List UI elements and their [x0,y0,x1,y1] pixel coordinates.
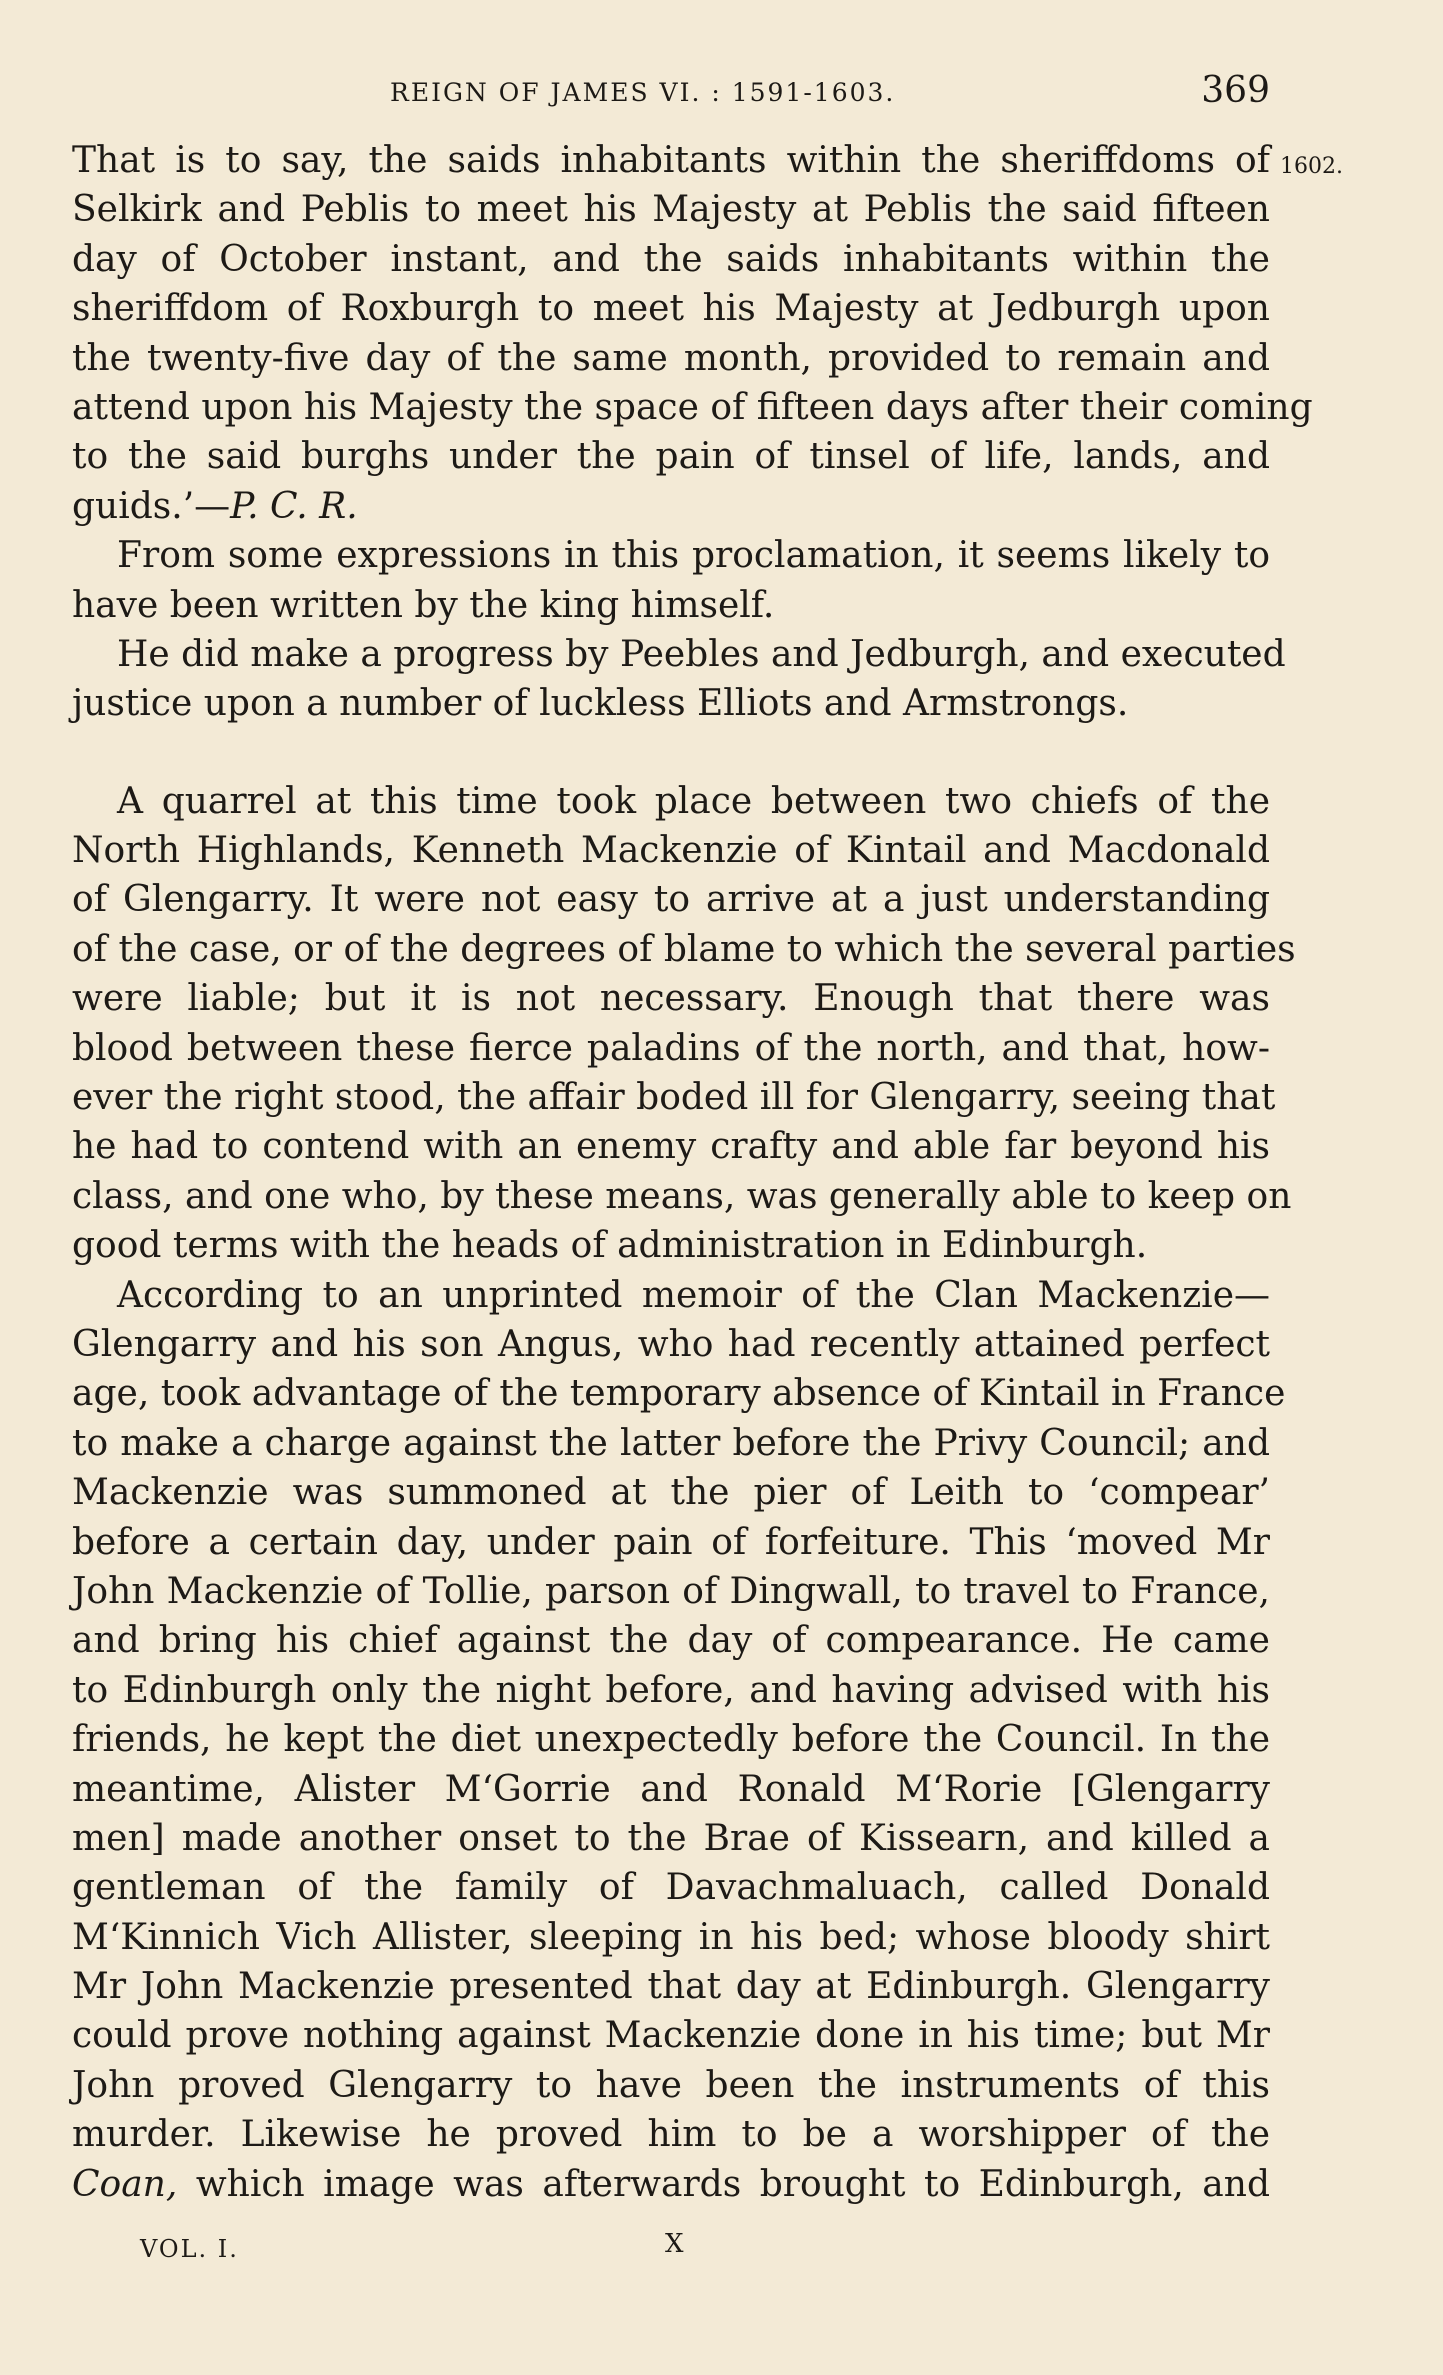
text-line: John Mackenzie of Tollie, parson of Dingwall, to travel to France, [72,1570,1270,1612]
section-break [72,729,1270,777]
text-line: before a certain day, under pain of forfeiture. This ‘moved Mr [72,1521,1270,1563]
text-line: According to an unprinted memoir of the Clan Mackenzie— [117,1274,1270,1316]
text-line: murder. Likewise he proved him to be a worshipper of the [72,2114,1270,2156]
running-head: REIGN OF JAMES VI. : 1591-1603. [390,78,896,107]
text-line: of the case, or of the degrees of blame to which the several parties [72,928,1296,970]
text-line [72,2160,1270,2209]
quote-end: guids.’— [72,485,231,527]
text-line: Glengarry and his son Angus, who had recently attained perfect [72,1323,1270,1365]
text-line: class, and one who, by these means, was generally able to keep on [72,1175,1292,1217]
text-line: ever the right stood, the affair boded ill for Glengarry, seeing that [72,1077,1276,1119]
line-rest: which image was afterwards brought to Edinburgh, and [177,2163,1270,2205]
page-header [70,70,1270,122]
marginal-date: 1602. [1280,154,1343,179]
text-line: he had to contend with an enemy crafty and able far beyond his [72,1126,1270,1168]
text-line: the twenty-five day of the same month, provided to remain and [72,337,1270,379]
text-line: gentleman of the family of Davachmaluach, called Donald [72,1867,1270,1909]
text-line: age, took advantage of the temporary absence of Kintail in France [72,1373,1286,1415]
text-line: friends, he kept the diet unexpectedly before the Council. In the [72,1719,1270,1761]
text-line: Selkirk and Peblis to meet his Majesty at Peblis the said fifteen [72,189,1270,231]
text-line: North Highlands, Kenneth Mackenzie of Kintail and Macdonald [72,830,1270,872]
text-line: blood between these fierce paladins of the north, and that, how- [72,1027,1270,1069]
text-line: of Glengarry. It were not easy to arrive at a just understanding [72,879,1270,921]
text-line: That is to say, the saids inhabitants within the sheriffdoms of [72,140,1270,181]
text-line: From some expressions in this proclamation, it seems likely to [117,535,1270,577]
page-number: 369 [1201,70,1270,111]
source-citation: P. C. R. [230,485,358,527]
text-line: and bring his chief against the day of compearance. He came [72,1620,1270,1662]
text-line: John proved Glengarry to have been the instruments of this [72,2064,1270,2106]
text-line: sheriffdom of Roxburgh to meet his Majesty at Jedburgh upon [72,288,1270,330]
text-line: were liable; but it is not necessary. Enough that there was [72,978,1270,1020]
text-line: men] made another onset to the Brae of Kissearn, and killed a [72,1817,1270,1859]
text-line: to the said burghs under the pain of tinsel of life, lands, and [72,436,1270,478]
text-line: good terms with the heads of administration in Edinburgh. [72,1225,1148,1267]
text-line: justice upon a number of luckless Elliots and Armstrongs. [72,683,1129,725]
text-line: He did make a progress by Peebles and Jedburgh, and executed [117,633,1286,675]
text-line: A quarrel at this time took place between two chiefs of the [117,780,1270,822]
text-line: day of October instant, and the saids inhabitants within the [72,238,1270,280]
text-line: could prove nothing against Mackenzie done in his time; but Mr [72,2015,1270,2057]
volume-label: VOL. I. [140,2235,239,2263]
text-line: have been written by the king himself. [72,584,775,626]
signature-mark: X [665,2229,684,2259]
italic-word: Coan, [72,2163,178,2205]
text-line [72,482,1270,531]
text-line: to Edinburgh only the night before, and having advised with his [72,1669,1270,1711]
text-line: M‘Kinnich Vich Allister, sleeping in his bed; whose bloody shirt [72,1916,1270,1958]
text-line: meantime, Alister M‘Gorrie and Ronald M‘Rorie [Glengarry [72,1768,1270,1810]
text-line: Mr John Mackenzie presented that day at Edinburgh. Glengarry [72,1966,1270,2008]
text-line: to make a charge against the latter before the Privy Council; and [72,1422,1270,1464]
text-line: Mackenzie was summoned at the pier of Leith to ‘compear’ [72,1472,1270,1514]
text-line: attend upon his Majesty the space of fifteen days after their coming [72,386,1313,428]
